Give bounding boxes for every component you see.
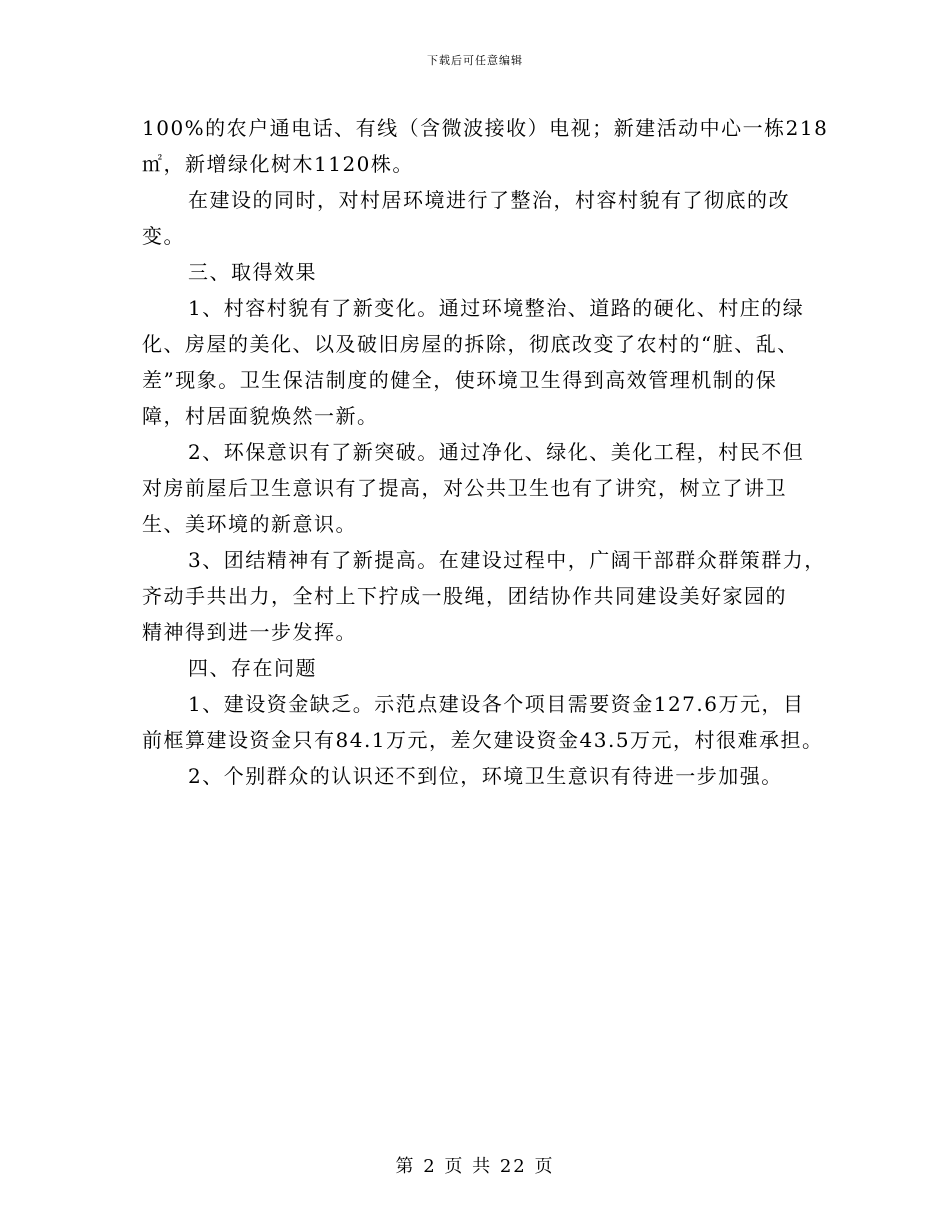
text-line: 对房前屋后卫生意识有了提高，对公共卫生也有了讲究，树立了讲卫 [142, 476, 787, 500]
paragraph-start: 3、团结精神有了新提高。在建设过程中，广阔干部群众群策群力， [188, 548, 826, 572]
text-line: 生、美环境的新意识。 [142, 512, 357, 536]
section-heading: 四、存在问题 [188, 656, 317, 680]
text-line: 障，村居面貌焕然一新。 [142, 404, 379, 428]
section-heading: 三、取得效果 [188, 260, 317, 284]
page-header: 下载后可任意编辑 [427, 54, 523, 67]
text-line: 变。 [142, 224, 185, 248]
text-line: 精神得到进一步发挥。 [142, 620, 357, 644]
page-footer: 第 2 页 共 22 页 [395, 1156, 555, 1177]
text-line: 差”现象。卫生保洁制度的健全，使环境卫生得到高效管理机制的保 [142, 368, 778, 392]
document-body [142, 110, 829, 794]
paragraph-start: 2、个别群众的认识还不到位，环境卫生意识有待进一步加强。 [188, 764, 783, 788]
paragraph-start: 1、建设资金缺乏。示范点建设各个项目需要资金127.6万元，目 [188, 692, 805, 716]
paragraph-start: 2、环保意识有了新突破。通过净化、绿化、美化工程，村民不但 [188, 440, 805, 464]
text-line: 前框算建设资金只有84.1万元，差欠建设资金43.5万元，村很难承担。 [142, 728, 824, 752]
text-line: 100%的农户通电话、有线（含微波接收）电视；新建活动中心一栋218 [142, 116, 829, 140]
text-line: 化、房屋的美化、以及破旧房屋的拆除，彻底改变了农村的“脏、乱、 [142, 332, 799, 356]
text-line: ㎡，新增绿化树木1120株。 [142, 152, 414, 176]
text-line: 齐动手共出力，全村上下拧成一股绳，团结协作共同建设美好家园的 [142, 584, 787, 608]
paragraph-start: 在建设的同时，对村居环境进行了整治，村容村貌有了彻底的改 [188, 188, 790, 212]
paragraph-start: 1、村容村貌有了新变化。通过环境整治、道路的硬化、村庄的绿 [188, 296, 805, 320]
